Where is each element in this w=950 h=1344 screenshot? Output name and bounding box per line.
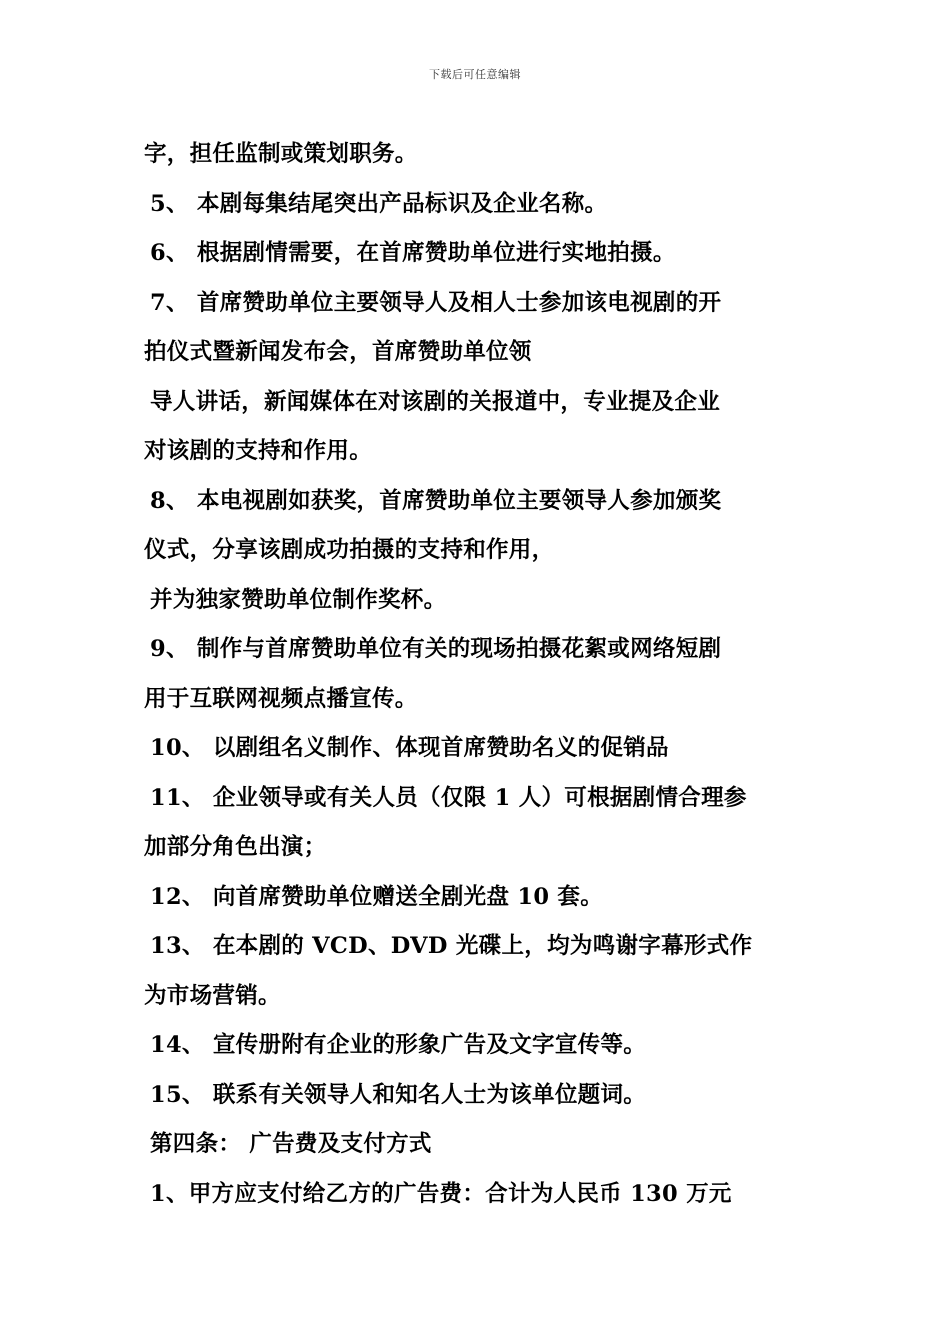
text-line: 加部分角色出演； <box>144 834 327 860</box>
clause-13: 13、 在本剧的 VCD、DVD 光碟上，均为鸣谢字幕形式作 <box>150 933 753 959</box>
text-line: 为市场营销。 <box>144 982 281 1009</box>
clause-6: 6、 根据剧情需要，在首席赞助单位进行实地拍摄。 <box>150 240 676 266</box>
clause-10: 10、 以剧组名义制作、体现首席赞助名义的促销品 <box>150 735 669 761</box>
clause-9: 9、 制作与首席赞助单位有关的现场拍摄花絮或网络短剧 <box>150 636 722 662</box>
clause-14: 14、 宣传册附有企业的形象广告及文字宣传等。 <box>150 1032 647 1058</box>
text-line: 对该剧的支持和作用。 <box>144 438 373 464</box>
clause-5: 5、 本剧每集结尾突出产品标识及企业名称。 <box>150 190 608 217</box>
text-line: 仪式，分享该剧成功拍摄的支持和作用， <box>144 537 555 563</box>
clause-7: 7、 首席赞助单位主要领导人及相人士参加该电视剧的开 <box>150 289 722 316</box>
text-line: 用于互联网视频点播宣传。 <box>144 685 418 712</box>
text-line: 拍仪式暨新闻发布会，首席赞助单位领 <box>144 339 532 365</box>
page-header: 下载后可任意编辑 <box>429 68 521 81</box>
text-line: 并为独家赞助单位制作奖杯。 <box>150 586 447 613</box>
section-heading: 第四条： 广告费及支付方式 <box>150 1131 432 1157</box>
clause-15: 15、 联系有关领导人和知名人士为该单位题词。 <box>150 1081 647 1108</box>
clause-8: 8、 本电视剧如获奖，首席赞助单位主要领导人参加颁奖 <box>150 487 722 514</box>
text-line: 导人讲话，新闻媒体在对该剧的关报道中，专业提及企业 <box>150 388 721 415</box>
document-body <box>144 130 814 1219</box>
clause-11: 11、 企业领导或有关人员（仅限 1 人）可根据剧情合理参 <box>150 784 747 811</box>
payment-clause-1: 1、甲方应支付给乙方的广告费：合计为人民币 130 万元 <box>150 1180 732 1207</box>
text-line: 字，担任监制或策划职务。 <box>144 141 418 167</box>
clause-12: 12、 向首席赞助单位赠送全剧光盘 10 套。 <box>150 883 604 910</box>
